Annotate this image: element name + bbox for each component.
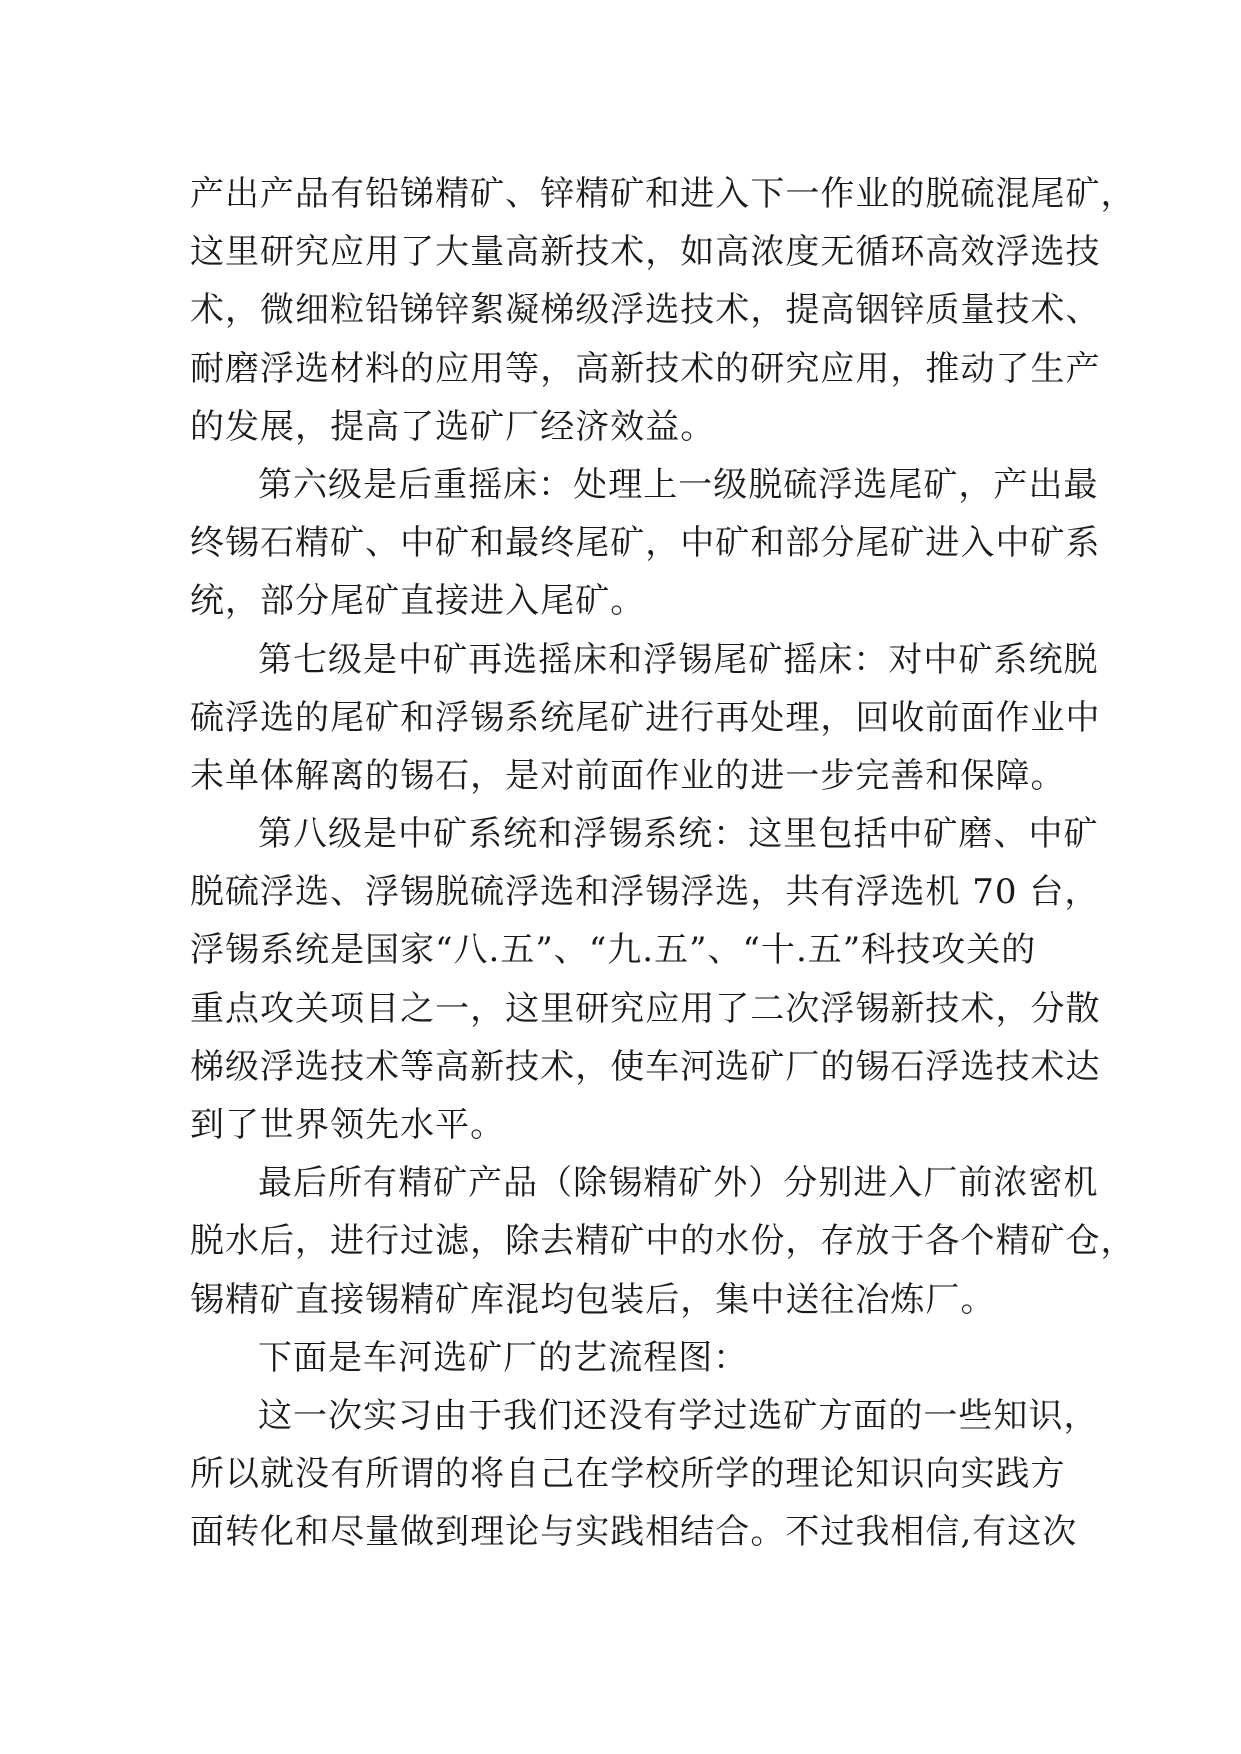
text-line: 脱硫浮选、浮锡脱硫浮选和浮锡浮选，共有浮选机 70 台， — [190, 872, 1100, 913]
paragraph-first-line: 第八级是中矿系统和浮锡系统：这里包括中矿磨、中矿 — [258, 814, 1099, 855]
text-line: 的发展，提高了选矿厂经济效益。 — [190, 406, 716, 447]
text-line: 浮锡系统是国家“八.五”、“九.五”、“十.五”科技攻关的 — [190, 930, 1037, 971]
paragraph-first-line: 第六级是后重摇床：处理上一级脱硫浮选尾矿，产出最 — [258, 464, 1099, 505]
text-line: 硫浮选的尾矿和浮锡系统尾矿进行再处理，回收前面作业中 — [190, 697, 1101, 738]
text-line: 耐磨浮选材料的应用等，高新技术的研究应用，推动了生产 — [190, 348, 1101, 389]
paragraph-first-line: 下面是车河选矿厂的艺流程图： — [258, 1337, 749, 1378]
text-line: 重点攻关项目之一，这里研究应用了二次浮锡新技术，分散 — [190, 988, 1101, 1029]
paragraph-first-line: 这一次实习由于我们还没有学过选矿方面的一些知识， — [258, 1395, 1099, 1436]
text-line: 终锡石精矿、中矿和最终尾矿，中矿和部分尾矿进入中矿系 — [190, 523, 1101, 564]
text-line: 梯级浮选技术等高新技术，使车河选矿厂的锡石浮选技术达 — [190, 1046, 1101, 1087]
text-line: 产出产品有铅锑精矿、锌精矿和进入下一作业的脱硫混尾矿， — [190, 174, 1136, 214]
text-line: 锡精矿直接锡精矿库混均包装后，集中送往冶炼厂。 — [190, 1279, 996, 1320]
paragraph-first-line: 第七级是中矿再选摇床和浮锡尾矿摇床：对中矿系统脱 — [258, 639, 1099, 680]
paragraph-first-line: 最后所有精矿产品（除锡精矿外）分别进入厂前浓密机 — [258, 1163, 1099, 1204]
text-line: 未单体解离的锡石，是对前面作业的进一步完善和保障。 — [190, 755, 1066, 796]
text-line: 到了世界领先水平。 — [190, 1105, 506, 1145]
text-line: 脱水后，进行过滤，除去精矿中的水份，存放于各个精矿仓， — [190, 1221, 1136, 1262]
text-line: 术，微细粒铅锑锌絮凝梯级浮选技术，提高铟锌质量技术、 — [190, 290, 1101, 331]
body-text — [190, 165, 1136, 1562]
text-line: 这里研究应用了大量高新技术，如高浓度无循环高效浮选技 — [190, 232, 1101, 273]
text-line: 面转化和尽量做到理论与实践相结合。不过我相信,有这次 — [190, 1512, 1078, 1553]
text-line: 所以就没有所谓的将自己在学校所学的理论知识向实践方 — [190, 1454, 1066, 1495]
text-line: 统，部分尾矿直接进入尾矿。 — [190, 581, 646, 622]
